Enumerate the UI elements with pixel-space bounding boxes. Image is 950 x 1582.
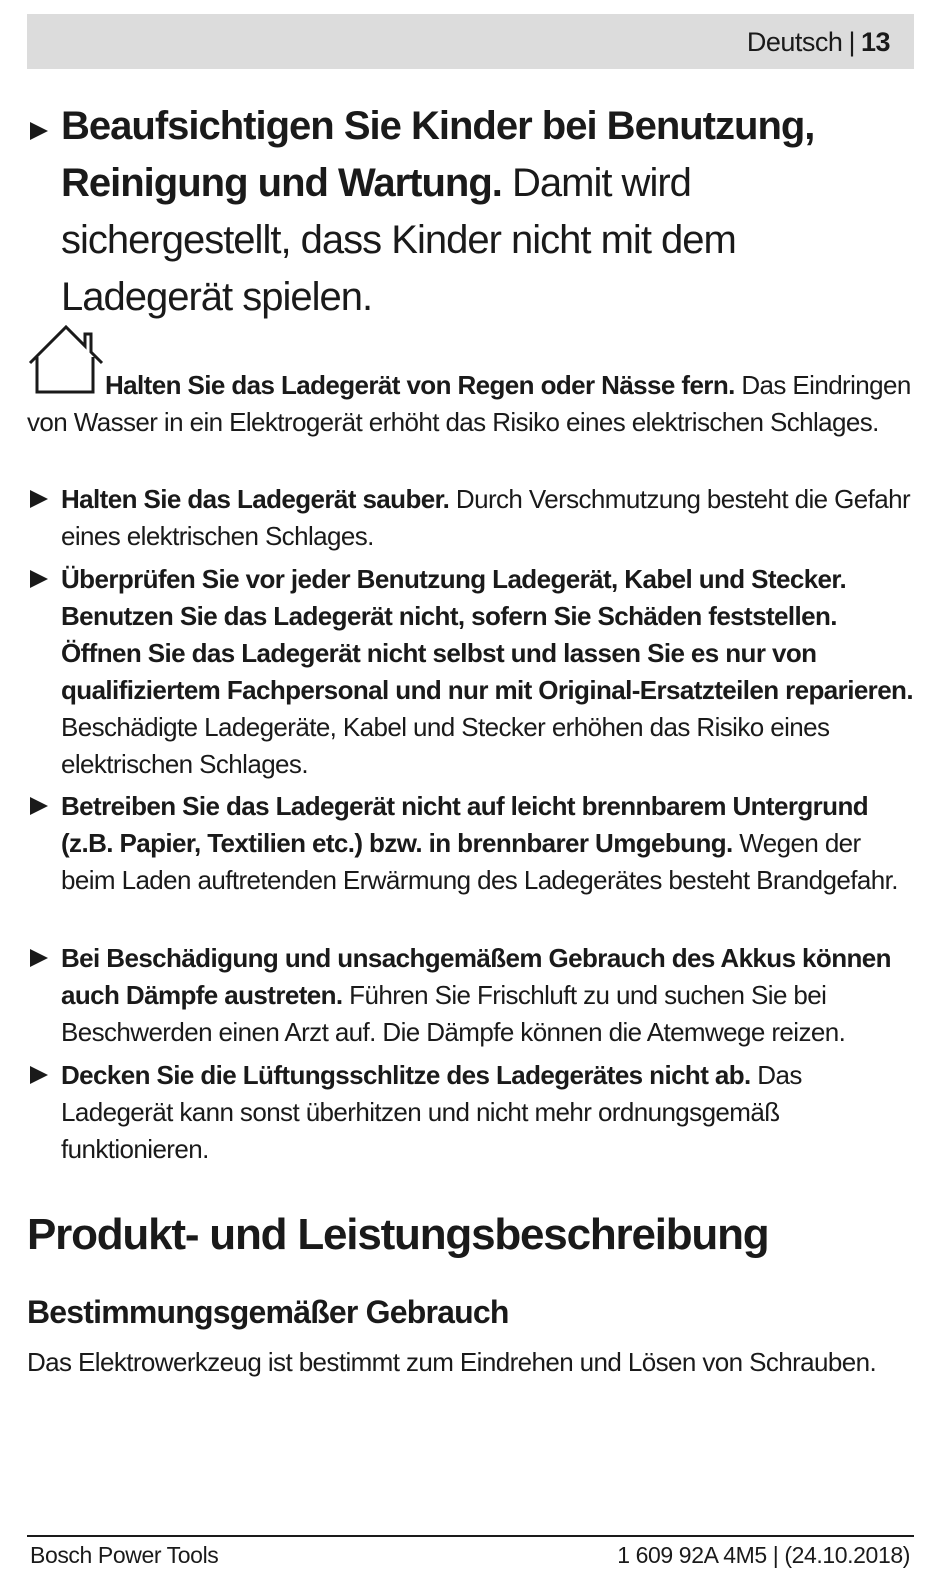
warning-item-vapors	[27, 940, 914, 1051]
section-title: Produkt- und Leistungsbeschreibung	[27, 1210, 769, 1259]
warning-text	[61, 561, 914, 783]
warning-text	[61, 940, 914, 1051]
warning-bold: Bei Beschädigung und unsachgemäßem Gebrauch des Akkus können auch Dämpfe austreten.	[61, 943, 891, 1010]
header-separator: |	[848, 27, 855, 57]
warning-text	[61, 98, 914, 326]
house-icon	[27, 323, 105, 395]
warning-item-inspect	[27, 561, 914, 783]
section-subtitle: Bestimmungsgemäßer Gebrauch	[27, 1294, 509, 1330]
triangle-arrow-icon	[30, 1066, 48, 1084]
warning-normal: Wegen der beim Laden auftretenden Erwärmung des Ladegerätes besteht Brandgefahr.	[61, 828, 898, 895]
warning-item-children	[27, 98, 914, 326]
warning-text	[61, 788, 914, 899]
triangle-arrow-icon	[30, 570, 48, 588]
warning-normal: Beschädigte Ladegeräte, Kabel und Stecker erhöhen das Risiko eines elektrischen Schlages.	[61, 712, 830, 779]
page-number: 13	[860, 27, 890, 57]
warning-bold: Halten Sie das Ladegerät von Regen oder Nässe fern.	[105, 370, 735, 400]
warning-item-clean	[27, 481, 914, 555]
footer-doc-number: 1 609 92A 4M5 | (24.10.2018)	[617, 1542, 910, 1568]
warning-normal: Führen Sie Frischluft zu und suchen Sie bei Beschwerden einen Arzt auf. Die Dämpfe können die Atemwege reizen.	[61, 980, 846, 1047]
triangle-arrow-icon	[30, 122, 48, 140]
warning-item-flammable	[27, 788, 914, 899]
warning-text	[27, 323, 914, 441]
warning-item-rain	[27, 323, 914, 441]
warning-bold: Überprüfen Sie vor jeder Benutzung Ladegerät, Kabel und Stecker. Benutzen Sie das Ladegerät nicht, sofern Sie Schäden feststellen. Öffnen Sie das Ladegerät nicht selbst und lassen Sie es nur von qualifiziertem Fachpersonal und nur mit Original-Ersatzteilen reparieren.	[61, 564, 913, 705]
warning-text	[61, 1057, 914, 1168]
section-paragraph: Das Elektrowerkzeug ist bestimmt zum Eindrehen und Lösen von Schrauben.	[27, 1347, 877, 1377]
warning-bold: Decken Sie die Lüftungsschlitze des Ladegerätes nicht ab.	[61, 1060, 751, 1090]
footer-divider	[27, 1535, 914, 1537]
header-text	[747, 26, 890, 58]
warning-item-vents	[27, 1057, 914, 1168]
page-header	[27, 14, 914, 69]
warning-bold: Betreiben Sie das Ladegerät nicht auf leicht brennbarem Untergrund (z.B. Papier, Textilien etc.) bzw. in brennbarer Umgebung.	[61, 791, 869, 858]
triangle-arrow-icon	[30, 949, 48, 967]
warning-normal: Damit wird sichergestellt, dass Kinder nicht mit dem Ladegerät spielen.	[61, 161, 736, 319]
footer-brand: Bosch Power Tools	[30, 1542, 219, 1568]
warning-normal: Durch Verschmutzung besteht die Gefahr eines elektrischen Schlages.	[61, 484, 911, 551]
triangle-arrow-icon	[30, 797, 48, 815]
warning-bold: Beaufsichtigen Sie Kinder bei Benutzung, Reinigung und Wartung.	[61, 104, 815, 205]
warning-normal: Das Eindringen von Wasser in ein Elektrogerät erhöht das Risiko eines elektrischen Schlages.	[27, 370, 911, 437]
warning-normal: Das Ladegerät kann sonst überhitzen und nicht mehr ordnungsgemäß funktionieren.	[61, 1060, 802, 1164]
warning-text	[61, 481, 914, 555]
warning-bold: Halten Sie das Ladegerät sauber.	[61, 484, 450, 514]
triangle-arrow-icon	[30, 490, 48, 508]
header-language: Deutsch	[746, 27, 843, 57]
